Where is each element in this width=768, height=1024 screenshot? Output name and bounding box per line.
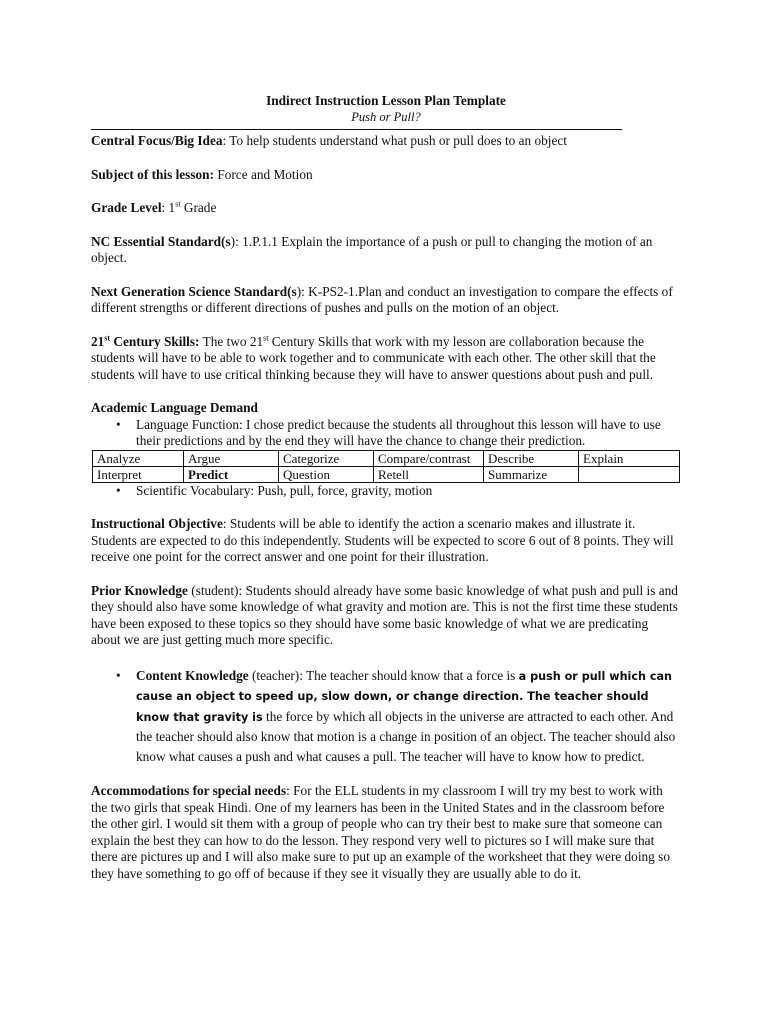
vocabulary-list: [91, 483, 681, 500]
table-cell: Retell: [374, 466, 484, 482]
ngss-label: Next Generation Science Standard(s: [91, 283, 297, 299]
table-cell: Compare/contrast: [374, 450, 484, 466]
table-cell: Predict: [184, 466, 279, 482]
skills-label: [91, 334, 199, 349]
language-function-text: Language Function: I chose predict because the students all throughout this lesson will have to use their predictions and by the end they will have the chance to change their prediction.: [136, 416, 661, 448]
accommodations-section: [91, 783, 681, 882]
ngss-section: [91, 284, 681, 317]
accommodations-text: : For the ELL students in my classroom I will try my best to work with the two girls that speak Hindi. One of my learners has been in the United States and in the classroom before the other girl. I would sit them with a group of people who can try their best to make sure that someone can explain the best they can how to do the lesson. They respond very well to pictures so I will make sure that there are pictures up and I will also make sure to put up an example of the worksheet that they were doing so they have something to go off of because if they see it visually they are usually able to do it.: [91, 783, 670, 881]
document-page: [91, 92, 681, 882]
table-cell: Explain: [579, 450, 680, 466]
grade-text-suffix: Grade: [180, 200, 217, 215]
accommodations-label: Accommodations for special needs: [91, 783, 287, 798]
bullet-icon: •: [116, 416, 121, 432]
subject-section: [91, 167, 681, 184]
central-focus-text: To help students understand what push or pull does to an object: [229, 133, 567, 148]
objective-label: Instructional Objective: [91, 516, 223, 531]
central-focus-section: Central Focus/Big Idea: To help students understand what push or pull does to an object: [91, 133, 567, 148]
document-subtitle: Push or Pull?: [351, 110, 421, 124]
central-focus-label: Central Focus/Big Idea: [91, 133, 223, 148]
table-cell: Summarize: [484, 466, 579, 482]
list-item: [91, 417, 681, 450]
content-knowledge-emphasis: a push or pull which can cause an object to speed up, slow down, or change direction. The teacher should know that gravity is: [136, 669, 673, 724]
objective-text: : Students will be able to identify the action a scenario makes and illustrate it. Students are expected to do this independently. Students will be expected to score 6 out of 8 points. They will receive one point for the correct answer and one point for their illustration.: [91, 516, 674, 564]
table-cell: Analyze: [93, 450, 184, 466]
academic-language-section: [91, 400, 681, 499]
grade-superscript: st: [175, 199, 181, 209]
table-cell: [579, 466, 680, 482]
skills-section: [91, 334, 681, 384]
nc-standard-section: [91, 234, 681, 267]
skills-label-number: 21: [91, 333, 105, 349]
objective-section: [91, 516, 681, 566]
skills-text: The two 21: [199, 333, 264, 349]
table-cell: Categorize: [279, 450, 374, 466]
prior-knowledge-section: [91, 583, 681, 649]
list-item: [91, 483, 681, 500]
language-function-list: [91, 417, 681, 450]
grade-label: Grade Level: [91, 200, 162, 215]
table-row: [93, 466, 680, 482]
table-row: [93, 450, 680, 466]
table-cell: Describe: [484, 450, 579, 466]
academic-language-heading: Academic Language Demand: [91, 400, 258, 415]
skills-text-superscript: st: [263, 333, 269, 343]
skills-label-superscript: st: [104, 333, 111, 343]
prior-knowledge-text: (student): Students should already have some basic knowledge of what push and pull is and they should also have some knowledge of what gravity and motion are. This is not the first time these students have been exposed to these topics so they should have some basic knowledge of what we are predicating about we are just getting much more specific.: [91, 582, 678, 647]
ngss-text: ): K-PS2-1.Plan and conduct an investigation to compare the effects of different strengths or different directions of pushes and pulls on the motion of an object.: [91, 283, 673, 315]
grade-text: : 1: [161, 200, 176, 215]
vocabulary-text: Scientific Vocabulary: Push, pull, force, gravity, motion: [136, 482, 433, 498]
skills-label-text: Century Skills:: [110, 333, 200, 349]
table-cell: Interpret: [93, 466, 184, 482]
grade-section: [91, 200, 681, 217]
content-knowledge-section: [91, 666, 681, 767]
document-title: Indirect Instruction Lesson Plan Template: [266, 93, 506, 108]
title-divider: [91, 129, 622, 130]
content-knowledge-label: Content Knowledge: [136, 667, 249, 683]
nc-standard-label: NC Essential Standard(s: [91, 233, 231, 249]
table-cell: Question: [279, 466, 374, 482]
bullet-icon: •: [116, 482, 121, 498]
subject-label: Subject of this lesson:: [91, 166, 215, 182]
table-cell: Argue: [184, 450, 279, 466]
content-knowledge-text: (teacher): The teacher should know that a force is: [248, 667, 519, 683]
prior-knowledge-label: Prior Knowledge: [91, 582, 188, 598]
skills-text-body: Century Skills that work with my lesson are collaboration because the students will have to be able to work together and to communicate with each other. The other skill that the students will have to use critical thinking because they will have to answer questions about push and pull.: [91, 333, 656, 382]
subject-text: Force and Motion: [214, 166, 313, 182]
bullet-icon: •: [116, 667, 121, 683]
nc-standard-text: ): 1.P.1.1 Explain the importance of a push or pull to changing the motion of an object.: [91, 233, 653, 265]
vocabulary-table: [92, 450, 680, 483]
content-knowledge-text-continued: the force by which all objects in the universe are attracted to each other. And the teacher should also know that motion is a change in position of an object. The teacher should also know what causes a push and what causes a pull. The teacher will have to know how to predict.: [136, 708, 676, 764]
